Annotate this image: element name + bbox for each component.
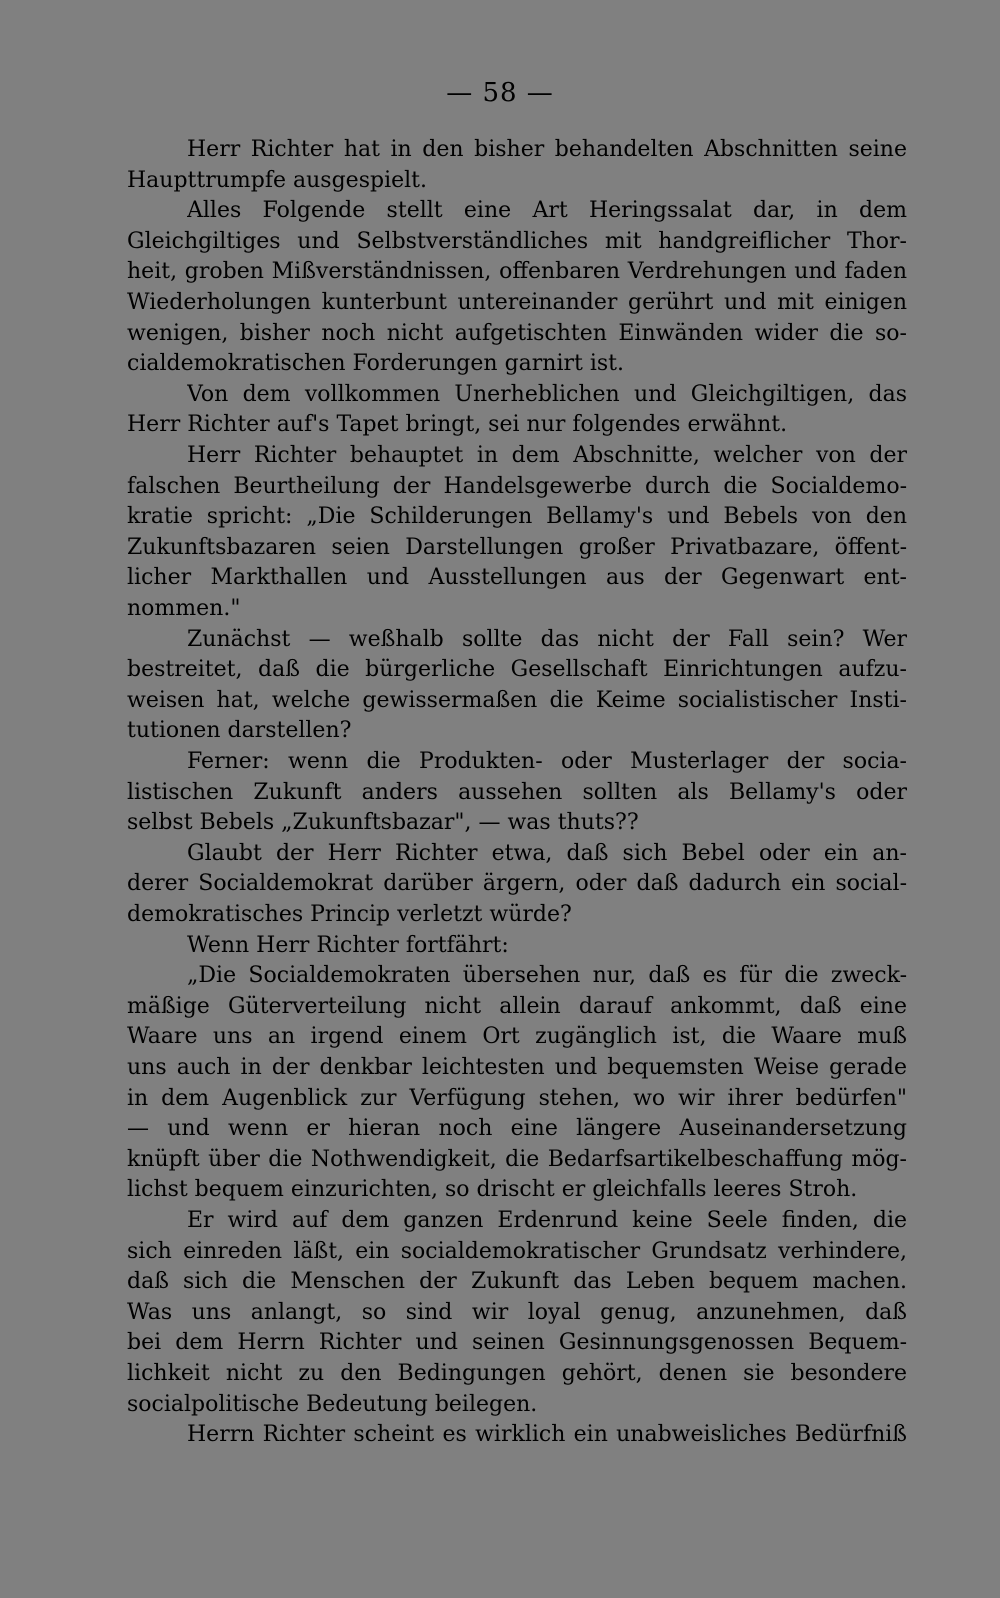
text-line: Wiederholungen kunterbunt untereinander gerührt und mit einigen xyxy=(127,290,907,315)
text-line: Herr Richter behauptet in dem Abschnitte, welcher von der xyxy=(187,443,907,468)
text-line: uns auch in der denkbar leichtesten und bequemsten Weise gerade xyxy=(127,1055,907,1080)
text-line: Haupttrumpfe ausgespielt. xyxy=(127,168,427,193)
text-line: Glaubt der Herr Richter etwa, daß sich Bebel oder ein an- xyxy=(187,841,907,866)
text-line: Gleichgiltiges und Selbstverständliches mit handgreiflicher Thor- xyxy=(127,229,907,254)
text-line: socialpolitische Bedeutung beilegen. xyxy=(127,1392,538,1417)
text-line: lichst bequem einzurichten, so drischt er gleichfalls leeres Stroh. xyxy=(127,1177,858,1202)
text-line: Zukunftsbazaren seien Darstellungen großer Privatbazare, öffent- xyxy=(127,535,907,560)
text-line: Er wird auf dem ganzen Erdenrund keine Seele finden, die xyxy=(187,1208,907,1233)
page-number: — 58 — xyxy=(446,78,554,108)
text-line: Herrn Richter scheint es wirklich ein unabweisliches Bedürfniß xyxy=(187,1422,907,1447)
text-line: Herr Richter hat in den bisher behandelten Abschnitten seine xyxy=(187,137,907,162)
text-line: Ferner: wenn die Produkten- oder Musterlager der socia- xyxy=(187,749,907,774)
text-line: tutionen darstellen? xyxy=(127,718,352,743)
text-line: knüpft über die Nothwendigkeit, die Bedarfsartikelbeschaffung mög- xyxy=(127,1147,907,1172)
text-line: falschen Beurtheilung der Handelsgewerbe durch die Socialdemo- xyxy=(127,474,907,499)
text-line: Herr Richter auf's Tapet bringt, sei nur folgendes erwähnt. xyxy=(127,412,788,437)
text-line: heit, groben Mißverständnissen, offenbaren Verdrehungen und faden xyxy=(127,259,907,284)
text-line: cialdemokratischen Forderungen garnirt ist. xyxy=(127,351,624,376)
text-line: — und wenn er hieran noch eine längere Auseinandersetzung xyxy=(127,1116,907,1141)
text-line: in dem Augenblick zur Verfügung stehen, wo wir ihrer bedürfen" xyxy=(127,1086,907,1111)
text-line: Alles Folgende stellt eine Art Heringssalat dar, in dem xyxy=(187,198,907,223)
text-line: Von dem vollkommen Unerheblichen und Gleichgiltigen, das xyxy=(187,382,907,407)
text-line: sich einreden läßt, ein socialdemokratischer Grundsatz verhindere, xyxy=(127,1239,907,1264)
text-line: bei dem Herrn Richter und seinen Gesinnungsgenossen Bequem- xyxy=(127,1330,907,1355)
text-line: selbst Bebels „Zukunftsbazar", — was thuts?? xyxy=(127,810,639,835)
text-line: derer Socialdemokrat darüber ärgern, oder daß dadurch ein social- xyxy=(127,871,907,896)
text-line: „Die Socialdemokraten übersehen nur, daß es für die zweck- xyxy=(187,963,907,988)
text-line: wenigen, bisher noch nicht aufgetischten Einwänden wider die so- xyxy=(127,321,907,346)
text-line: mäßige Güterverteilung nicht allein darauf ankommt, daß eine xyxy=(127,994,907,1019)
text-line: Zunächst — weßhalb sollte das nicht der Fall sein? Wer xyxy=(187,627,907,652)
text-line: Was uns anlangt, so sind wir loyal genug, anzunehmen, daß xyxy=(127,1300,907,1325)
text-line: weisen hat, welche gewissermaßen die Keime socialistischer Insti- xyxy=(127,688,907,713)
text-line: bestreitet, daß die bürgerliche Gesellschaft Einrichtungen aufzu- xyxy=(127,657,907,682)
text-line: licher Markthallen und Ausstellungen aus der Gegenwart ent- xyxy=(127,565,907,590)
text-line: Wenn Herr Richter fortfährt: xyxy=(187,933,509,958)
text-line: kratie spricht: „Die Schilderungen Bellamy's und Bebels von den xyxy=(127,504,907,529)
text-line: daß sich die Menschen der Zukunft das Leben bequem machen. xyxy=(127,1269,907,1294)
text-line: Waare uns an irgend einem Ort zugänglich ist, die Waare muß xyxy=(127,1024,907,1049)
text-line: lichkeit nicht zu den Bedingungen gehört, denen sie besondere xyxy=(127,1361,907,1386)
text-line: nommen." xyxy=(127,596,241,621)
text-line: listischen Zukunft anders aussehen sollten als Bellamy's oder xyxy=(127,780,907,805)
text-line: demokratisches Princip verletzt würde? xyxy=(127,902,572,927)
